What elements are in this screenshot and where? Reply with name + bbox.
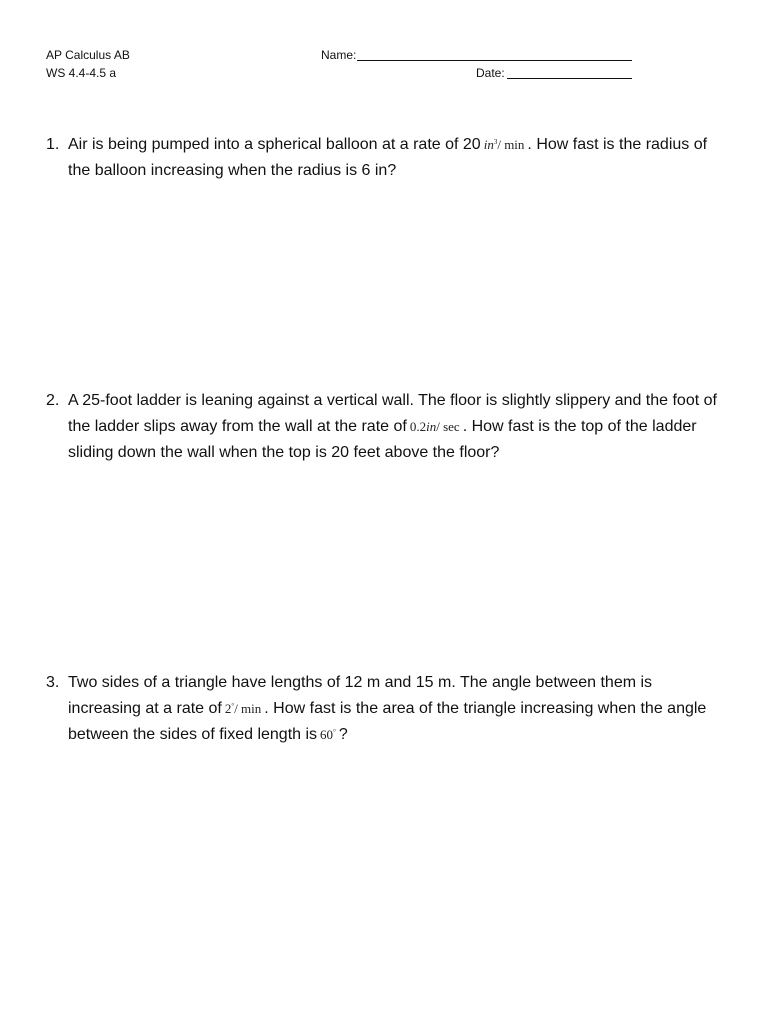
- problem-number: 3.: [46, 674, 60, 691]
- name-blank-line: [357, 60, 632, 61]
- math-unit: / min: [234, 701, 262, 716]
- date-blank-line: [507, 78, 632, 79]
- rate-expression: [225, 701, 261, 716]
- degree-symbol: °: [231, 702, 235, 710]
- math-variable: in: [426, 419, 437, 434]
- problem-2: [46, 388, 726, 466]
- angle-expression: [320, 727, 336, 742]
- problem-1: [46, 132, 726, 184]
- math-coefficient: 60: [320, 727, 334, 742]
- problem-number: 2.: [46, 392, 60, 409]
- worksheet-id: WS 4.4-4.5 a: [46, 66, 117, 80]
- math-unit: / min: [497, 137, 525, 152]
- problem-text-part: . How fast is the top of the ladder sliding down the wall when the top is 20 feet above the floor?: [68, 418, 697, 461]
- problem-number: 1.: [46, 136, 60, 153]
- problem-text: [68, 670, 726, 748]
- problem-text-part: A 25-foot ladder is leaning against a vertical wall. The floor is slightly slippery and the foot of the ladder slips away from the wall at the rate of: [68, 392, 717, 435]
- problem-text-part: Air is being pumped into a spherical balloon at a rate of 20: [68, 136, 481, 153]
- math-variable: in: [483, 137, 494, 152]
- problem-text-part: . How fast is the radius of the balloon increasing when the radius is 6 in?: [68, 136, 708, 179]
- rate-expression: [484, 137, 525, 152]
- problem-text-part: Two sides of a triangle have lengths of 12 m and 15 m. The angle between them is increasing at a rate of: [68, 674, 653, 717]
- problem-text: [68, 132, 726, 184]
- problem-text: [68, 388, 726, 466]
- math-exponent: 3: [493, 138, 498, 146]
- math-coefficient: 0.2: [409, 419, 427, 434]
- degree-symbol: °: [333, 728, 336, 736]
- rate-expression: [410, 419, 460, 434]
- math-unit: / sec: [436, 419, 460, 434]
- date-label: Date:: [476, 66, 505, 80]
- problem-text-part: . How fast is the area of the triangle increasing when the angle between the sides of fixed length is: [68, 700, 707, 743]
- name-label: Name:: [321, 48, 357, 62]
- problem-text-part: ?: [338, 726, 348, 743]
- course-title: AP Calculus AB: [46, 48, 130, 62]
- math-coefficient: 2: [224, 701, 232, 716]
- problem-3: [46, 670, 726, 748]
